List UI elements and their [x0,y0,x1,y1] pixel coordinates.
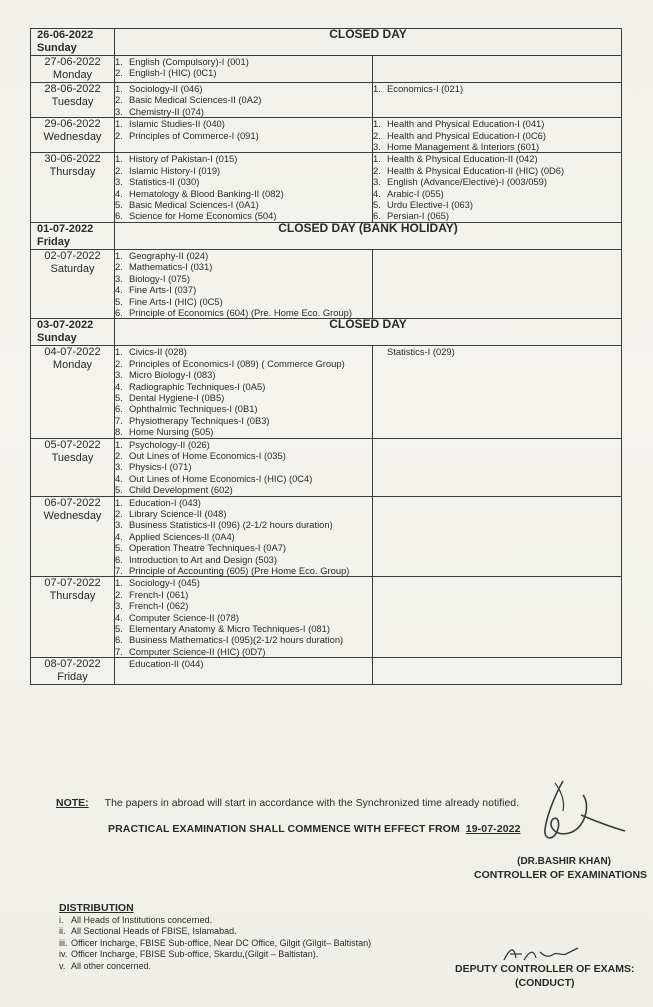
date-cell [31,56,115,83]
papers-column-1 [115,346,373,438]
distribution-text: All Heads of Institutions concerned. [71,914,213,925]
paper-title: Child Development (602) [129,484,233,496]
exam-day-row [31,658,622,685]
paper-title: Persian-I (065) [387,210,450,222]
paper-item [373,118,621,129]
distribution-numeral: iv. [59,949,68,960]
item-number: 7. [115,414,123,426]
paper-item [373,165,621,176]
paper-title: Biology-I (075) [129,272,190,284]
paper-title: Principles of Commerce-I (091) [129,129,259,141]
paper-title: French-I (061) [129,588,189,600]
closed-day-row [31,29,622,56]
day-text: Friday [57,671,88,684]
papers-column-1 [115,496,373,577]
papers-column-2 [373,438,622,496]
paper-item [115,273,372,284]
paper-item [115,261,372,272]
papers-column-1 [115,118,373,153]
paper-title: Fine Arts-I (037) [129,284,197,296]
paper-item [115,565,372,576]
distribution-item [59,961,371,973]
day-text: Tuesday [51,451,94,464]
paper-item [373,83,621,94]
day-text: Tuesday [51,96,94,108]
paper-title: Education-I (043) [129,496,201,508]
paper-title: Principles of Economics-I (089) ( Commerce Group) [129,357,345,369]
paper-title: Ophthalmic Techniques-I (0B1) [129,403,258,415]
paper-item [115,118,372,129]
date-sheet-table [30,28,622,685]
paper-item [115,589,372,600]
day-text: Sunday [37,332,77,345]
papers-column-2 [373,83,622,118]
day-text: Wednesday [43,131,102,144]
papers-column-1 [115,153,373,222]
date-cell [31,249,115,318]
distribution-list [59,915,371,973]
date-cell [31,658,115,685]
papers-column-2 [373,153,622,222]
paper-title: History of Pakistan-I (015) [129,153,238,165]
item-number: 2. [115,94,123,106]
item-number: 1. [115,153,123,165]
paper-item [115,531,372,542]
paper-item [115,94,372,105]
paper-title: Basic Medical Sciences-I (0A1) [129,199,259,211]
deputy-title: DEPUTY CONTROLLER OF EXAMS: [455,963,635,975]
closed-day-label: CLOSED DAY [115,29,622,56]
paper-title: Civics-II (028) [129,346,187,358]
item-number: 3. [373,141,381,153]
paper-title: Home Management & Interiors (601) [387,141,540,153]
item-number: 2. [373,164,381,176]
paper-title: Physics-I (071) [129,461,192,473]
paper-item [115,176,372,187]
date-cell [31,118,115,153]
item-number: 3. [115,369,123,381]
paper-title: Fine Arts-I (HIC) (0C5) [129,295,223,307]
paper-item [115,439,372,450]
distribution-text: All Sectional Heads of FBISE, Islamabad. [71,926,237,937]
paper-title: Out Lines of Home Economics-I (035) [129,449,286,461]
paper-item [115,497,372,508]
paper-item [115,358,372,369]
distribution-text: All other concerned. [71,960,152,971]
paper-title: Arabic-I (055) [387,187,444,199]
paper-title: Geography-II (024) [129,249,209,261]
note-label: NOTE: [56,797,89,809]
paper-item [115,392,372,403]
paper-item [115,484,372,495]
paper-title: Computer Science-II (078) [129,611,239,623]
date-text: 01-07-2022 [37,222,94,235]
date-text: 08-07-2022 [44,658,101,671]
paper-title: Urdu Elective-I (063) [387,199,473,211]
papers-column-1 [115,438,373,496]
item-number: 1. [115,496,123,508]
date-cell [31,29,115,56]
date-text: 02-07-2022 [44,249,101,262]
paper-item [115,67,372,78]
date-cell [31,346,115,438]
item-number: 3. [115,176,123,188]
paper-title: Mathematics-I (031) [129,261,213,273]
item-number: 2. [115,164,123,176]
item-number: 4. [115,530,123,542]
item-number: 5. [115,199,123,211]
paper-item [115,634,372,645]
paper-item [115,473,372,484]
distribution-numeral: ii. [59,926,66,937]
paper-item [373,153,621,164]
day-text: Monday [52,359,93,372]
item-number: 2. [373,129,381,141]
paper-title: English (Advance/Elective)-I (003/059) [387,176,547,188]
papers-column-2 [373,249,622,318]
paper-item [115,542,372,553]
practical-notice [108,823,521,835]
papers-column-2 [373,577,622,658]
date-text: 07-07-2022 [44,577,101,590]
paper-title: Education-II (044) [129,658,204,670]
day-text: Thursday [49,166,96,179]
paper-title: Statistics-II (030) [129,176,200,188]
papers-column-1 [115,658,373,685]
distribution-text: Officer Incharge, FBISE Sub-office, Near DC Office, Gilgit (Gilgit– Baltistan) [71,937,372,948]
day-text: Thursday [49,590,96,603]
paper-item [115,56,372,67]
distribution-item [59,926,371,938]
paper-title: Science for Home Economics (504) [129,210,277,222]
paper-title: French-I (062) [129,600,189,612]
distribution-numeral: iii. [59,937,68,948]
paper-item [115,83,372,94]
exam-day-row [31,496,622,577]
item-number: 5. [373,199,381,211]
date-text: 29-06-2022 [44,118,101,131]
item-number: 2. [115,588,123,600]
paper-title: Health and Physical Education-I (041) [387,118,545,130]
paper-title: Principle of Accounting (605) (Pre Home Eco. Group) [129,565,350,577]
paper-title: Psychology-II (026) [129,438,210,450]
item-number: 3. [115,519,123,531]
paper-item [115,612,372,623]
item-number: 1. [115,56,123,67]
paper-title: Home Nursing (505) [129,426,214,438]
paper-title: Radiographic Techniques-I (0A5) [129,380,266,392]
paper-item [115,106,372,117]
date-text: 04-07-2022 [44,346,101,359]
item-number: 5. [115,391,123,403]
distribution-numeral: v. [59,960,66,971]
item-number: 3. [373,176,381,188]
date-text: 27-06-2022 [44,56,101,68]
item-number: 2. [115,129,123,141]
paper-item [115,165,372,176]
item-number: 1. [115,577,123,589]
paper-title: Business Mathematics-I (095)(2-1/2 hours duration) [129,634,344,646]
papers-column-1 [115,249,373,318]
paper-item [115,199,372,210]
item-number: 2. [115,508,123,519]
item-number: 8. [115,426,123,438]
date-text: 06-07-2022 [44,496,101,509]
item-number: 2. [115,357,123,369]
paper-title: Chemistry-II (074) [129,105,205,117]
paper-title: Hematology & Blood Banking-II (082) [129,187,284,199]
papers-column-2 [373,118,622,153]
paper-title: Business Statistics-II (096) (2-1/2 hours duration) [129,519,333,531]
papers-column-2 [373,658,622,685]
paper-title: Dental Hygiene-I (0B5) [129,391,225,403]
date-cell [31,222,115,249]
closed-day-label: CLOSED DAY [115,319,622,346]
item-number: 6. [115,553,123,565]
paper-title: Basic Medical Sciences-II (0A2) [129,94,262,106]
item-number: 5. [115,295,123,307]
paper-item [115,369,372,380]
item-number: 2. [115,261,123,273]
paper-title: Islamic Studies-II (040) [129,118,225,130]
exam-day-row [31,153,622,222]
date-text: 30-06-2022 [44,153,101,166]
papers-column-2 [373,496,622,577]
item-number: 4. [115,472,123,484]
papers-column-1 [115,56,373,83]
date-cell [31,83,115,118]
controller-title: CONTROLLER OF EXAMINATIONS [474,869,648,881]
item-number: 4. [115,187,123,199]
paper-item [115,415,372,426]
day-text: Friday [37,235,71,248]
paper-item [373,346,621,357]
item-number: 6. [115,210,123,222]
paper-title: Sociology-II (046) [129,83,203,94]
item-number: 5. [115,623,123,635]
distribution-item [59,949,371,961]
date-cell [31,153,115,222]
note-text: The papers in abroad will start in accordance with the Synchronized time already notified. [104,797,520,809]
paper-item [115,153,372,164]
paper-title: Introduction to Art and Design (503) [129,553,278,565]
item-number: 5. [115,542,123,554]
deputy-subtitle: (CONDUCT) [515,977,575,989]
note [56,797,519,809]
item-number: 4. [115,611,123,623]
paper-title: Physiotherapy Techniques-I (0B3) [129,414,270,426]
date-text: 28-06-2022 [44,83,101,95]
item-number: 4. [115,380,123,392]
paper-item [115,188,372,199]
item-number: 7. [115,645,123,657]
item-number: 4. [115,284,123,296]
distribution-item [59,938,371,950]
item-number: 1. [115,249,123,261]
exam-day-row [31,438,622,496]
day-text: Saturday [50,262,95,275]
item-number: 5. [115,484,123,496]
exam-day-row [31,249,622,318]
paper-item [115,284,372,295]
paper-title: Statistics-I (029) [387,346,455,358]
day-text: Wednesday [43,509,102,522]
paper-title: Health & Physical Education-II (HIC) (0D6) [387,164,565,176]
item-number: 2. [115,449,123,461]
paper-title: Micro Biology-I (083) [129,369,216,381]
practical-date: 19-07-2022 [465,823,521,835]
paper-item [115,250,372,261]
exam-day-row [31,56,622,83]
closed-day-row [31,319,622,346]
paper-title: Islamic History-I (019) [129,164,221,176]
paper-title: Out Lines of Home Economics-I (HIC) (0C4) [129,472,313,484]
item-number: 3. [115,461,123,473]
date-cell [31,319,115,346]
paper-title: Health and Physical Education-I (0C6) [387,129,546,141]
paper-title: Computer Science-II (HIC) (0D7) [129,645,266,657]
date-text: 03-07-2022 [37,319,94,332]
item-number: 6. [115,634,123,646]
paper-item [373,199,621,210]
date-cell [31,577,115,658]
paper-item [373,176,621,187]
paper-item [115,600,372,611]
paper-item [115,519,372,530]
paper-item [115,381,372,392]
paper-item [115,346,372,357]
distribution-numeral: i. [59,914,64,925]
paper-item [115,296,372,307]
date-text: 26-06-2022 [37,29,94,41]
paper-title: Operation Theatre Techniques-I (0A7) [129,542,287,554]
paper-title: Elementary Anatomy & Micro Techniques-I (081) [129,623,330,635]
paper-item [115,646,372,657]
distribution-section [59,903,371,973]
item-number: 1. [115,438,123,450]
exam-day-row [31,577,622,658]
item-number: 6. [115,403,123,415]
papers-column-1 [115,83,373,118]
practical-text: PRACTICAL EXAMINATION SHALL COMMENCE WITH EFFECT FROM [108,823,460,835]
exam-day-row [31,118,622,153]
day-text: Sunday [37,42,77,54]
exam-day-row [31,346,622,438]
papers-column-2 [373,56,622,83]
closed-day-label: CLOSED DAY (BANK HOLIDAY) [115,222,622,249]
item-number: 1. [373,118,381,130]
paper-item [115,508,372,519]
item-number: 6. [115,306,123,318]
item-number: 1. [115,346,123,358]
paper-title: Applied Sciences-II (0A4) [129,530,235,542]
item-number: 1. [115,118,123,130]
paper-item [115,658,372,669]
date-cell [31,496,115,577]
distribution-item [59,915,371,927]
paper-item [373,141,621,152]
date-text: 05-07-2022 [44,438,101,451]
paper-item [115,130,372,141]
distribution-text: Officer Incharge, FBISE Sub-office, Skardu,(Gilgit – Baltistan). [71,949,319,960]
paper-item [115,623,372,634]
paper-title: English-I (HIC) (0C1) [129,67,217,79]
paper-item [115,450,372,461]
item-number: 1. [373,83,381,94]
item-number: 3. [115,105,123,117]
paper-item [115,426,372,437]
paper-title: Sociology-I (045) [129,577,200,589]
item-number: 3. [115,600,123,612]
paper-item [115,403,372,414]
item-number: 1. [373,153,381,165]
item-number: 1. [115,83,123,94]
paper-item [373,188,621,199]
paper-item [115,577,372,588]
paper-title: English (Compulsory)-I (001) [129,56,249,67]
distribution-heading: DISTRIBUTION [59,902,134,914]
paper-item [115,554,372,565]
papers-column-2 [373,346,622,438]
paper-title: Library Science-II (048) [129,508,227,519]
closed-day-row [31,222,622,249]
item-number: 6. [373,210,381,222]
controller-signature [525,775,635,850]
paper-title: Principle of Economics (604) (Pre. Home Eco. Group) [129,306,352,318]
controller-name: (DR.BASHIR KHAN) [517,856,611,867]
paper-item [373,130,621,141]
papers-column-1 [115,577,373,658]
date-cell [31,438,115,496]
exam-day-row [31,83,622,118]
paper-item [115,461,372,472]
item-number: 4. [373,187,381,199]
item-number: 7. [115,565,123,577]
item-number: 3. [115,272,123,284]
paper-title: Health & Physical Education-II (042) [387,153,538,165]
day-text: Monday [52,69,93,81]
item-number: 2. [115,67,123,79]
paper-title: Economics-I (021) [387,83,464,94]
